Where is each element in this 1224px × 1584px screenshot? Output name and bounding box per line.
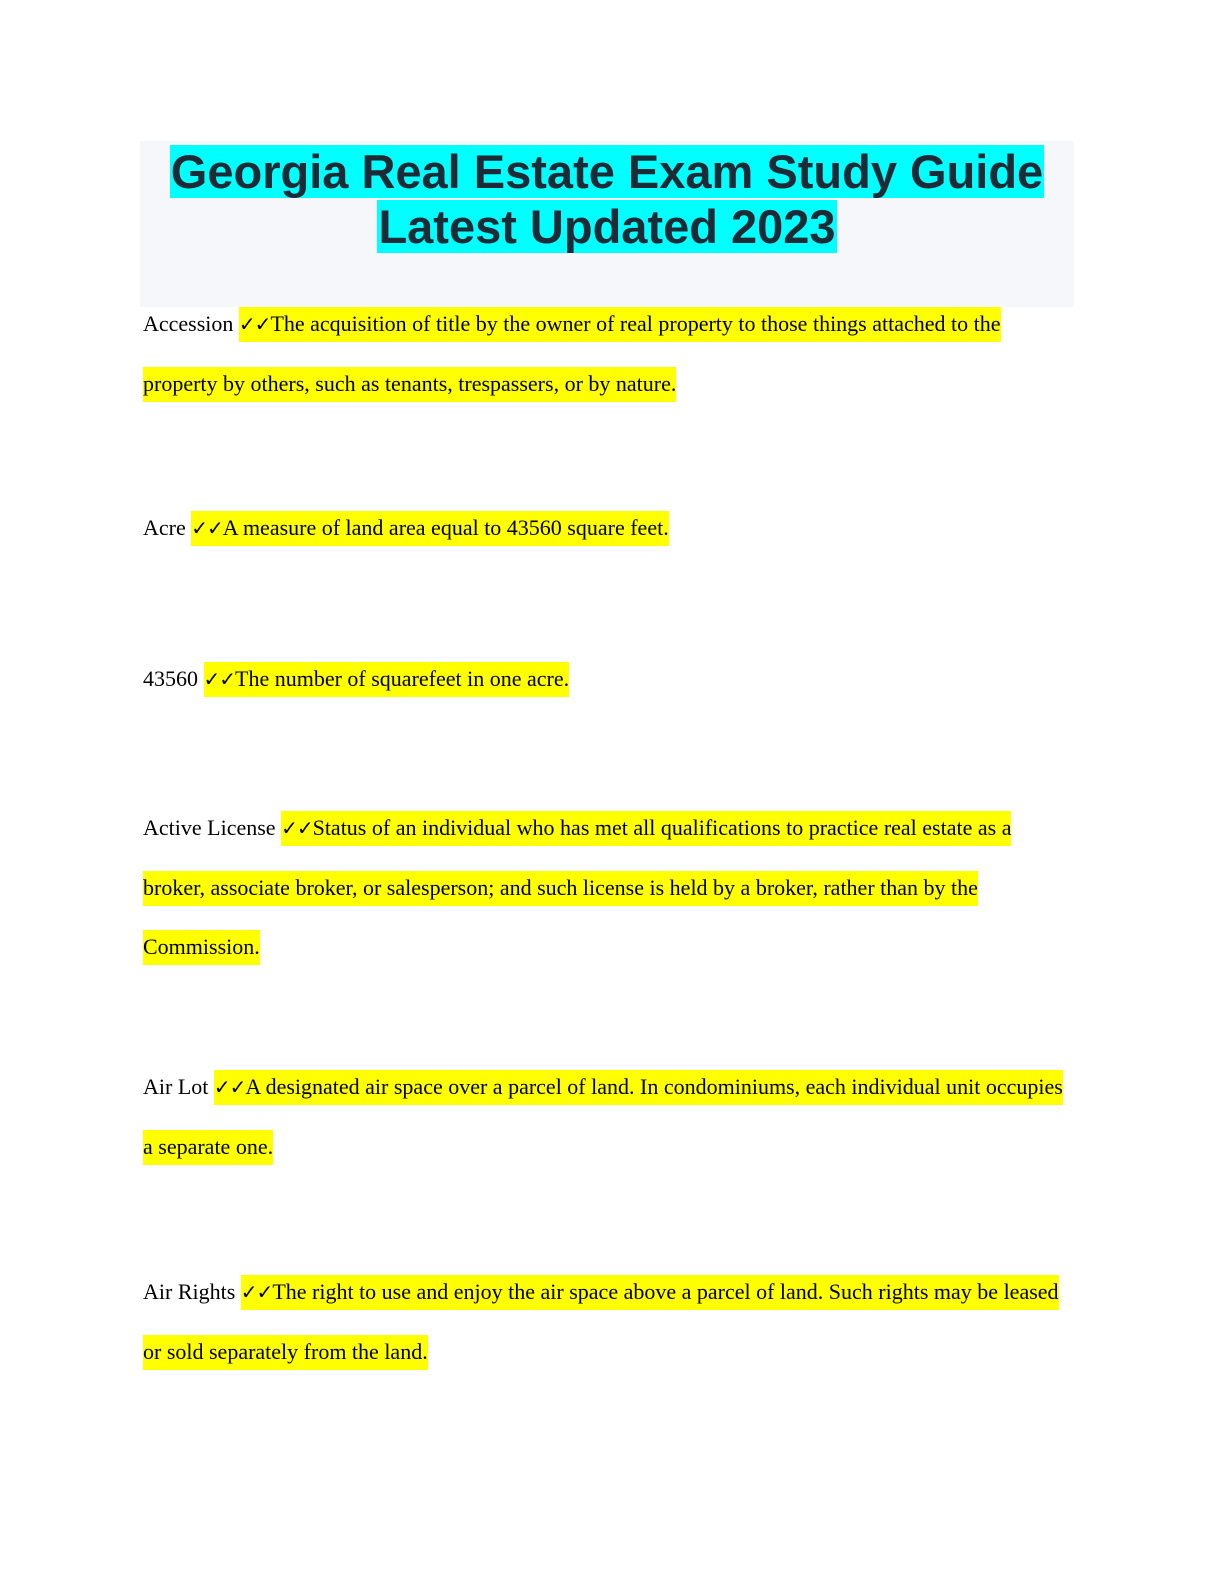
double-check-icon: ✓✓	[213, 1075, 246, 1099]
glossary-entry-active-license	[143, 798, 1073, 976]
double-check-icon: ✓✓	[238, 312, 271, 336]
entry-term: Active License	[143, 815, 276, 840]
glossary-entry-accession	[143, 294, 1073, 413]
double-check-icon: ✓✓	[281, 816, 313, 840]
entry-definition: A designated air space over a parcel of land. In condominiums, each individual unit occupies a separate one.	[143, 1074, 1063, 1159]
glossary-entry-air-rights	[143, 1262, 1073, 1381]
glossary-entry-43560	[143, 649, 1073, 709]
entry-definition: The number of squarefeet in one acre.	[235, 666, 570, 691]
double-check-icon: ✓✓	[191, 516, 223, 540]
double-check-icon: ✓✓	[203, 667, 236, 691]
entry-term: Air Rights	[143, 1279, 236, 1304]
glossary-entry-air-lot	[143, 1057, 1073, 1176]
entry-term: Acre	[143, 515, 186, 540]
entry-definition-highlight	[143, 1275, 1059, 1370]
entry-definition: The right to use and enjoy the air space above a parcel of land. Such rights may be leased or sold separately from the land.	[143, 1279, 1059, 1364]
entry-definition-highlight	[204, 662, 570, 697]
entry-definition: A measure of land area equal to 43560 square feet.	[222, 515, 669, 540]
document-title	[140, 141, 1074, 254]
title-line-1: Georgia Real Estate Exam Study Guide	[170, 145, 1044, 198]
title-banner	[140, 141, 1074, 307]
title-line-2: Latest Updated 2023	[378, 200, 836, 253]
entry-definition-highlight	[143, 1070, 1063, 1165]
entry-definition-highlight	[143, 307, 1001, 402]
entry-definition-highlight	[191, 511, 668, 546]
entry-definition: The acquisition of title by the owner of real property to those things attached to the property by others, such as tenants, trespassers, or by nature.	[143, 311, 1001, 396]
entry-term: Air Lot	[143, 1074, 209, 1099]
entry-term: 43560	[143, 666, 198, 691]
double-check-icon: ✓✓	[240, 1280, 273, 1304]
entry-definition: Status of an individual who has met all qualifications to practice real estate as a broker, associate broker, or salesperson; and such license is held by a broker, rather than by the Commission.	[143, 815, 1012, 959]
entry-term: Accession	[143, 311, 234, 336]
glossary-entry-acre	[143, 498, 1073, 558]
